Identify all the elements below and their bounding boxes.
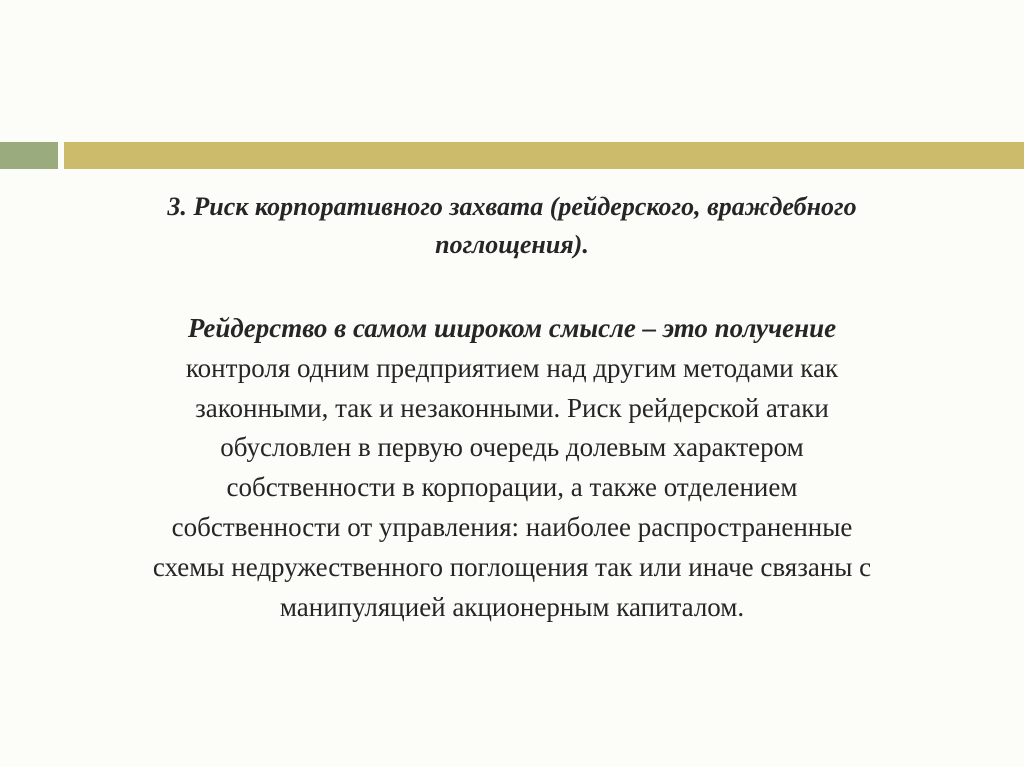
- title-line-1: 3. Риск корпоративного захвата (рейдерского, враждебного: [167, 192, 857, 221]
- body-line-5: собственности от управления: наиболее распространенные: [171, 511, 853, 542]
- body-lead: Рейдерство в самом широком смысле – это получение: [187, 313, 837, 343]
- body-line-1: контроля одним предприятием над другим методами как: [185, 352, 839, 383]
- body-line-7: манипуляцией акционерным капиталом.: [279, 591, 745, 622]
- decorative-bar-left: [0, 142, 58, 169]
- body-line-2: законными, так и незаконными. Риск рейдерской атаки: [195, 392, 829, 423]
- body-line-4: собственности в корпорации, а также отделением: [226, 472, 798, 503]
- slide-body: [30, 309, 994, 627]
- title-line-2: поглощения).: [435, 230, 589, 259]
- body-line-3: обусловлен в первую очередь долевым характером: [220, 432, 804, 463]
- body-line-6: схемы недружественного поглощения так или иначе связаны с: [152, 551, 872, 582]
- decorative-bar-right: [64, 142, 1024, 169]
- slide-title: [40, 188, 984, 264]
